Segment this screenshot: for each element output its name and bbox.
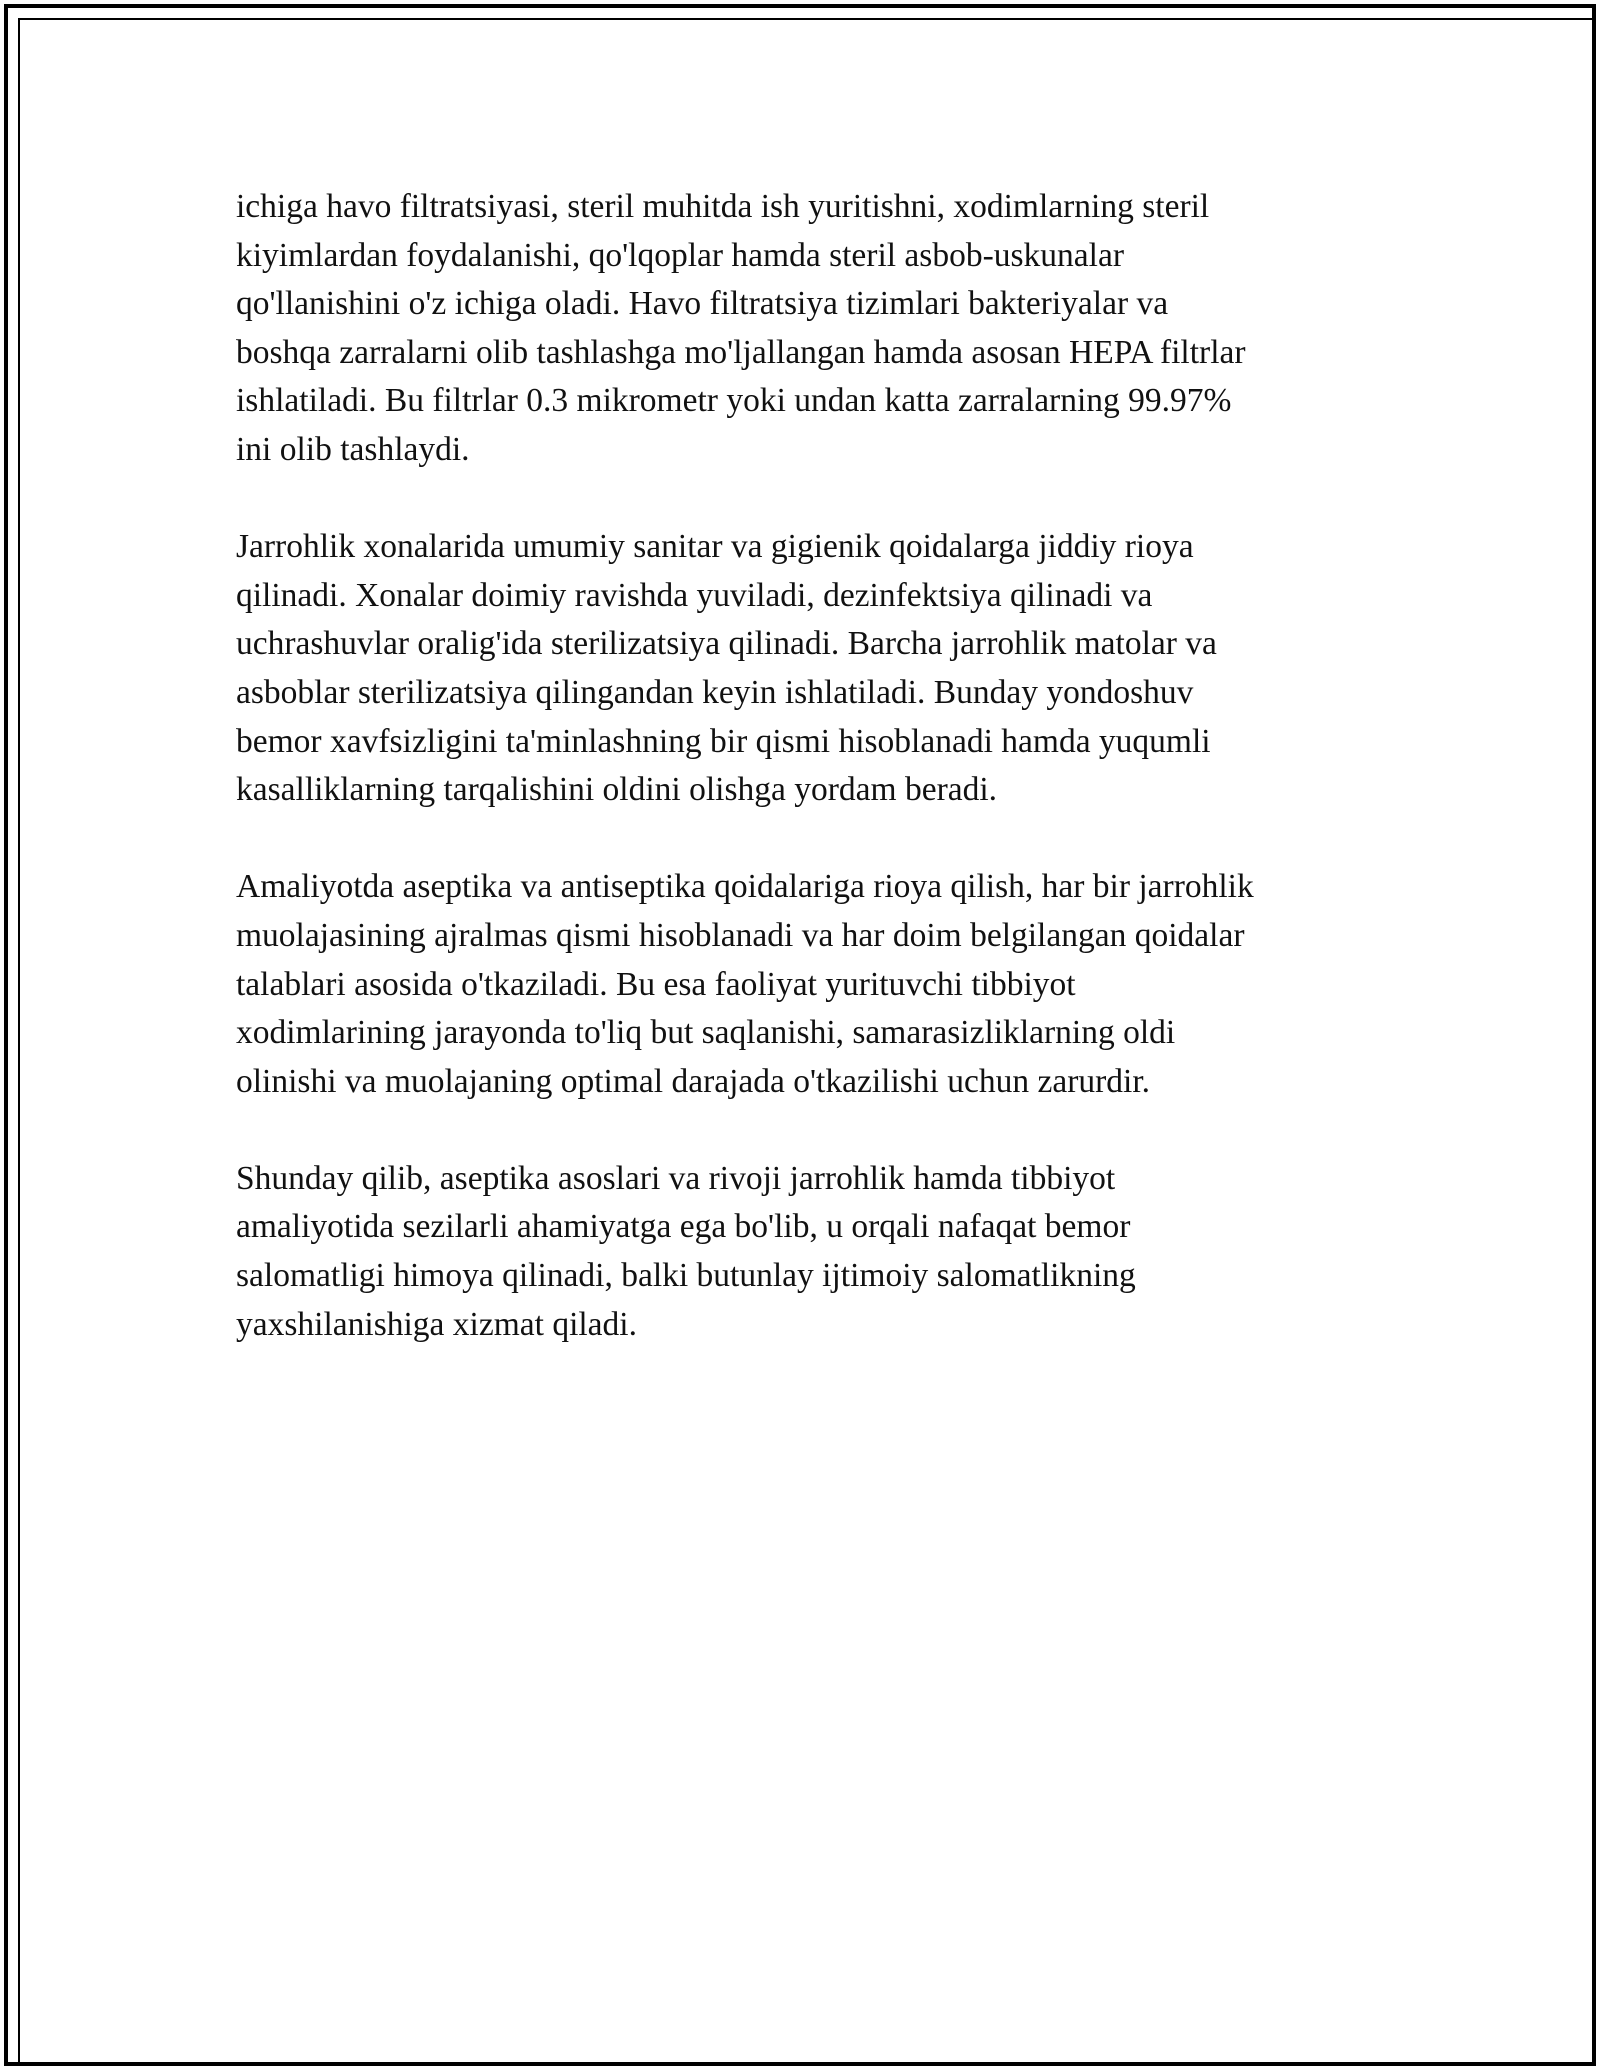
text-line: talablari asosida o'tkaziladi. Bu esa faoliyat yurituvchi tibbiyot	[236, 965, 1076, 1003]
text-line: kiyimlardan foydalanishi, qo'lqoplar hamda steril asbob-uskunalar	[236, 236, 1124, 274]
text-line: muolajasining ajralmas qismi hisoblanadi va har doim belgilangan qoidalar	[236, 916, 1245, 954]
text-line: amaliyotida sezilarli ahamiyatga ega bo'lib, u orqali nafaqat bemor	[236, 1208, 1131, 1246]
paragraph-practice	[236, 863, 1376, 1106]
text-line: Shunday qilib, aseptika asoslari va rivoji jarrohlik hamda tibbiyot	[236, 1159, 1116, 1197]
text-line: Jarrohlik xonalarida umumiy sanitar va gigienik qoidalarga jiddiy rioya	[236, 528, 1194, 566]
text-line: uchrashuvlar oralig'ida sterilizatsiya qilinadi. Barcha jarrohlik matolar va	[236, 625, 1217, 663]
text-line: asboblar sterilizatsiya qilingandan keyin ishlatiladi. Bunday yondoshuv	[236, 673, 1194, 711]
text-line: qilinadi. Xonalar doimiy ravishda yuviladi, dezinfektsiya qilinadi va	[236, 576, 1153, 614]
text-line: ini olib tashlaydi.	[236, 430, 470, 468]
text-line: Amaliyotda aseptika va antiseptika qoidalariga rioya qilish, har bir jarrohlik	[236, 868, 1254, 906]
text-line: yaxshilanishiga xizmat qiladi.	[236, 1305, 637, 1343]
text-line: salomatligi himoya qilinadi, balki butunlay ijtimoiy salomatlikning	[236, 1257, 1136, 1295]
text-line: kasalliklarning tarqalishini oldini olishga yordam beradi.	[236, 771, 998, 809]
paragraph-air-filtration	[236, 183, 1376, 475]
paragraph-conclusion	[236, 1155, 1376, 1349]
text-line: olinishi va muolajaning optimal darajada o'tkazilishi uchun zarurdir.	[236, 1062, 1151, 1100]
text-line: bemor xavfsizligini ta'minlashning bir qismi hisoblanadi hamda yuqumli	[236, 722, 1211, 760]
text-line: ichiga havo filtratsiyasi, steril muhitda ish yuritishni, xodimlarning steril	[236, 188, 1210, 225]
paragraph-sanitary-rules	[236, 523, 1376, 815]
text-line: ishlatiladi. Bu filtrlar 0.3 mikrometr yoki undan katta zarralarning 99.97%	[236, 382, 1232, 420]
text-line: xodimlarining jarayonda to'liq but saqlanishi, samarasizliklarning oldi	[236, 1014, 1176, 1052]
text-line: boshqa zarralarni olib tashlashga mo'ljallangan hamda asosan HEPA filtrlar	[236, 333, 1246, 371]
text-line: qo'llanishini o'z ichiga oladi. Havo filtratsiya tizimlari bakteriyalar va	[236, 285, 1169, 323]
document-body	[236, 183, 1376, 1349]
